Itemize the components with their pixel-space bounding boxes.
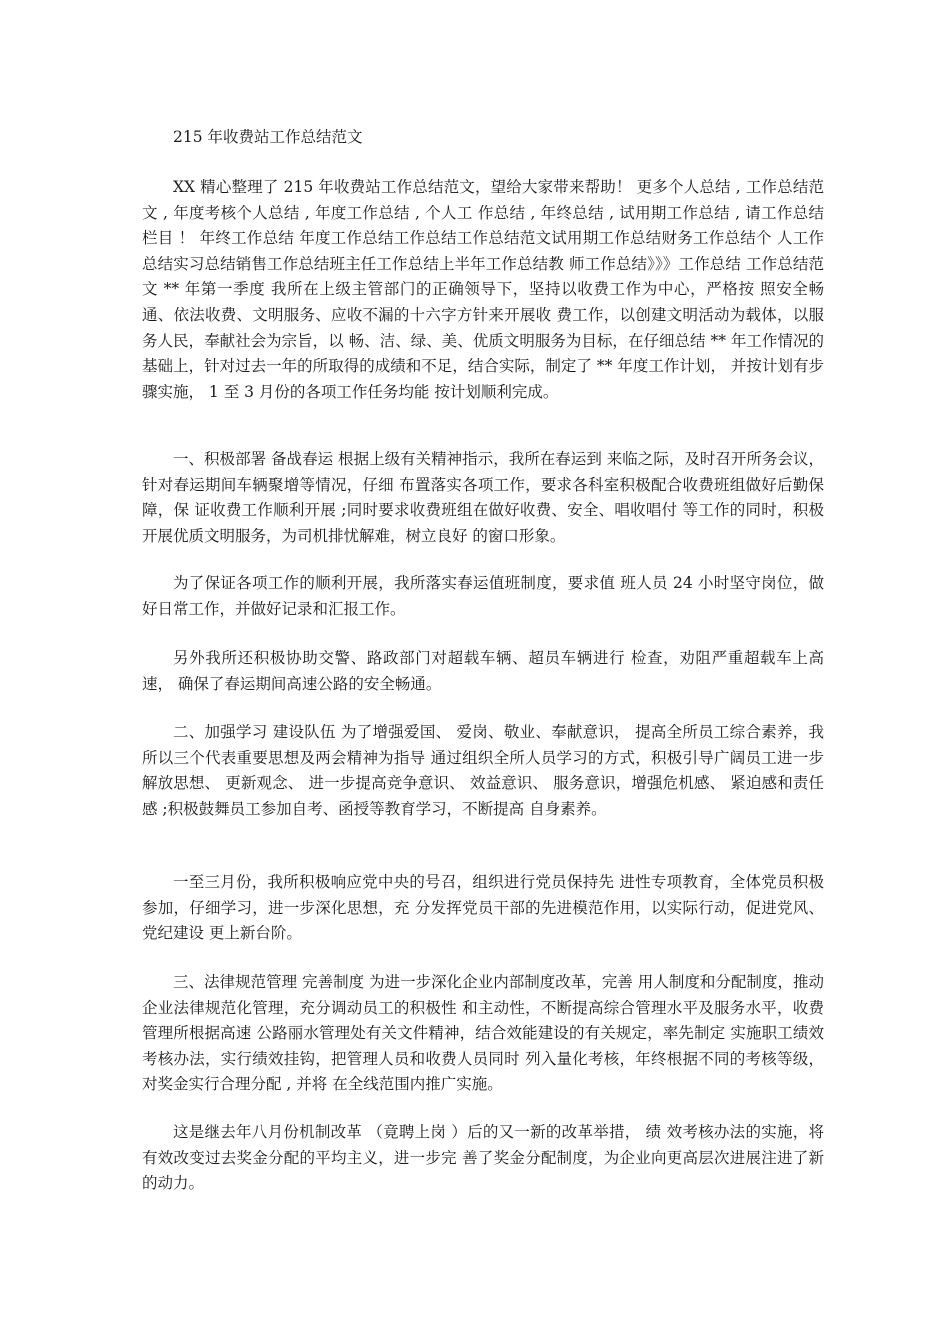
paragraph-reform: 这是继去年八月份机制改革 （竟聘上岗 ）后的又一新的改革举措， 绩 效考核办法的实施，将有效改变过去奖金分配的平均主义，进一步完 善了奖金分配制度，为企业向更高层次进展注进了新的动力。 (142, 1123, 824, 1193)
paragraph-intro: XX 精心整理了 215 年收费站工作总结范文，望给大家带来帮助！ 更多个人总结 , 工作总结范文 , 年度考核个人总结 , 年度工作总结 , 个人工 作总结 , 年终总结 , 试用期工作总结 , 请工作总结栏目 ！ 年终工作总结 年度工作总结工作总结工作总结范文试用期工作总结财务工作总结个 人工作总结实习总结销售工作总结班主任工作总结上半年工作总结教 师工作总结》》》工作总结 工作总结范文 ** 年第一季度 我所在上级主管部门的正确领导下，坚持以收费工作为中心，严格按 照安全畅通、依法收费、文明服务、应收不漏的十六字方针来开展收 费工作，以创建文明活动为载体，以服务人民，奉献社会为宗旨，以 畅、洁、绿、美、优质文明服务为目标，在仔细总结 ** 年工作情况的 基础上，针对过去一年的所取得的成绩和不足，结合实际，制定了 ** 年度工作计划， 并按计划有步骤实施， 1 至 3 月份的各项工作任务均能 按计划顺利完成。 (142, 178, 824, 401)
paragraph-traffic-assist: 另外我所还积极协助交警、路政部门对超载车辆、超员车辆进行 检查，劝阻严重超载车上高速， 确保了春运期间高速公路的安全畅通。 (142, 649, 824, 693)
paragraph-section-one: 一、积极部署 备战春运 根据上级有关精神指示，我所在春运到 来临之际，及时召开所务会议，针对春运期间车辆聚增等情况，仔细 布置落实各项工作，要求各科室积极配合收费班组做好后勤保障，保 证收费工作顺利开展 ;同时要求收费班组在做好收费、安全、唱收唱付 等工作的同时，积极开展优质文明服务，为司机排忧解难，树立良好 的窗口形象。 (142, 450, 824, 545)
paragraph-section-three: 三、法律规范管理 完善制度 为进一步深化企业内部制度改革，完善 用人制度和分配制度，推动企业法律规范化管理，充分调动员工的积极性 和主动性，不断提高综合管理水平及服务水平，收费管理所根据高速 公路丽水管理处有关文件精神，结合效能建设的有关规定，率先制定 实施职工绩效考核办法，实行绩效挂钩，把管理人员和收费人员同时 列入量化考核，年终根据不同的考核等级，对奖金实行合理分配 , 并将 在全线范围内推广实施。 (142, 973, 824, 1094)
paragraph-duty-system: 为了保证各项工作的顺利开展，我所落实春运值班制度，要求值 班人员 24 小时坚守岗位，做好日常工作，并做好记录和汇报工作。 (142, 574, 824, 618)
document-title: 215 年收费站工作总结范文 (173, 128, 363, 146)
paragraph-section-two: 二、加强学习 建设队伍 为了增强爱国、 爱岗、敬业、奉献意识， 提高全所员工综合素养，我所以三个代表重要思想及两会精神为指导 通过组织全所人员学习的方式，积极引导广阔员工进一步解放思想、 更新观念、 进一步提高竞争意识、 效益意识、 服务意识，增强危机感、 紧迫感和责任感 ;积极鼓舞员工参加自考、函授等教育学习，不断提高 自身素养。 (142, 723, 824, 818)
paragraph-party-education: 一至三月份，我所积极响应党中央的号召，组织进行党员保持先 进性专项教育，全体党员积极参加，仔细学习，进一步深化思想，充 分发挥党员干部的先进模范作用，以实际行动，促进党风、党纪建设 更上新台阶。 (142, 873, 824, 943)
